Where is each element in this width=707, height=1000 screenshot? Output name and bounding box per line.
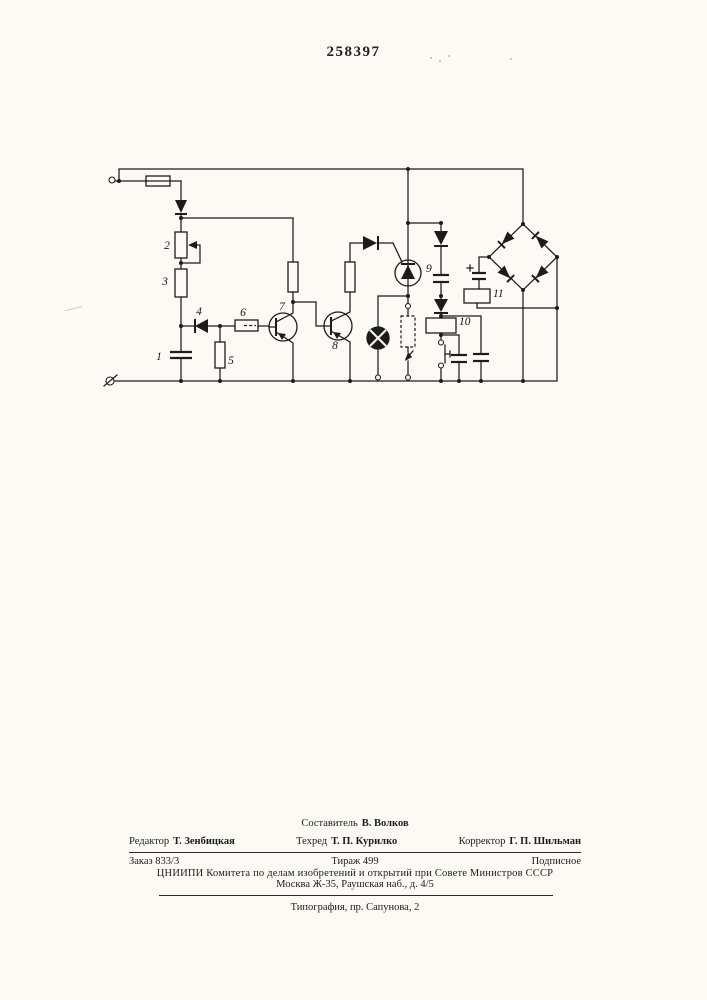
electrolytic-capacitor <box>467 257 489 289</box>
top-rail <box>119 167 523 224</box>
corrector: Корректор Г. П. Шильман <box>458 836 581 847</box>
label-3: 3 <box>162 276 168 288</box>
relay-11 <box>464 289 559 310</box>
component-labels <box>156 240 504 367</box>
resistor-3 <box>175 258 187 352</box>
staff-line <box>129 836 581 853</box>
compiler-line <box>129 818 581 829</box>
transistor-8 <box>324 292 352 381</box>
series-diode <box>175 181 187 232</box>
protection-diode-lower <box>434 299 448 318</box>
diode-bridge <box>487 222 559 381</box>
label-11: 11 <box>493 288 504 300</box>
order-line <box>129 856 581 867</box>
thyristor-9 <box>395 169 421 298</box>
techred: Техред Т. П. Курилко <box>296 836 398 847</box>
label-7: 7 <box>279 301 285 313</box>
label-10: 10 <box>459 316 471 328</box>
capacitor-1 <box>170 352 192 381</box>
compiler-name: В. Волков <box>361 818 409 829</box>
imprint-divider <box>159 895 553 896</box>
signal-lamp <box>367 296 408 380</box>
label-4: 4 <box>196 306 202 318</box>
printing-house-line: Типография, пр. Сапунова, 2 <box>290 902 420 913</box>
order-number: Заказ 833/3 <box>129 856 180 867</box>
resistor-6 <box>220 320 269 331</box>
label-9: 9 <box>426 263 432 275</box>
organization-line: ЦНИИПИ Комитета по делам изобретений и открытий при Совете Министров СССР <box>156 868 554 879</box>
subscription: Подписное <box>531 856 582 867</box>
power-input-terminal <box>109 177 146 183</box>
plug-in-load <box>401 296 415 380</box>
scan-speckle <box>430 57 432 59</box>
resistor-5 <box>215 326 225 381</box>
label-8: 8 <box>332 340 338 352</box>
address-line: Москва Ж-35, Раушская наб., д. 4/5 <box>276 879 434 890</box>
label-5: 5 <box>228 355 234 367</box>
relay-10 <box>426 318 456 339</box>
imprint-block <box>129 818 581 913</box>
fuse <box>146 176 181 186</box>
trigger-diode <box>363 236 402 262</box>
circuit-diagram <box>60 155 580 400</box>
coupling-capacitor <box>433 275 449 299</box>
potentiometer-2 <box>175 232 200 265</box>
collector-resistor-8 <box>345 243 363 292</box>
protection-diode-upper <box>434 221 448 275</box>
label-6: 6 <box>240 307 246 319</box>
compiler-label: Составитель <box>301 818 358 829</box>
editor: Редактор Т. Зенбицкая <box>129 836 235 847</box>
print-run: Тираж 499 <box>331 856 379 867</box>
diode-4 <box>181 319 222 333</box>
push-button <box>439 340 451 381</box>
label-1: 1 <box>156 351 162 363</box>
patent-number: 258397 <box>326 44 381 60</box>
label-2: 2 <box>164 240 170 252</box>
